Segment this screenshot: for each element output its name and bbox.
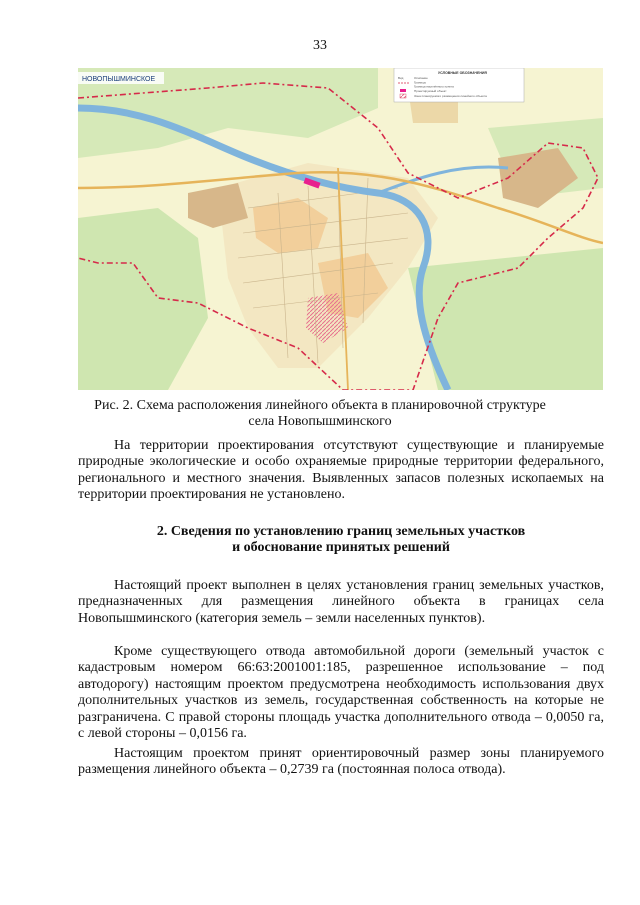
map-legend	[394, 68, 524, 102]
legend-row: Граница населённого пункта	[414, 84, 454, 89]
heading-line: 2. Сведения по установлению границ земельных участков	[156, 524, 526, 539]
map-drawing	[78, 68, 603, 390]
legend-row: Проектируемый объект	[414, 89, 447, 93]
paragraph-project-purpose: Настоящий проект выполнен в целях установления границ земельных участков, предназначенных для размещения линейного объекта в границах села Новопышминского (категория земель – земли населенных пунктов).	[78, 578, 604, 626]
paragraph-natural-territories: На территории проектирования отсутствуют существующие и планируемые природные экологические и особо охраняемые природные территории федерального, регионального и местного значения. Выявленных запасов полезных ископаемых на территории проектирования не установлено.	[78, 438, 604, 503]
legend-col-2: Описание	[414, 76, 428, 80]
heading-line: и обоснование принятых решений	[232, 540, 450, 556]
legend-row: Границы	[414, 80, 426, 85]
settlement-map	[78, 68, 603, 390]
paragraph-zone-size: Настоящим проектом принят ориентировочный размер зоны планируемого размещения линейного объекта – 0,2739 га (постоянная полоса отвода).	[78, 746, 604, 778]
section-heading	[78, 524, 604, 557]
legend-title: УСЛОВНЫЕ ОБОЗНАЧЕНИЯ	[438, 71, 487, 75]
legend-row: Зона планируемого размещения линейного объекта	[414, 94, 487, 98]
figure-caption	[60, 398, 580, 430]
page-number: 33	[313, 38, 327, 53]
place-label: НОВОПЫШМИНСКОЕ	[82, 76, 156, 83]
caption-line: Рис. 2. Схема расположения линейного объекта в планировочной структуре	[94, 398, 546, 413]
legend-col-1: Вид	[398, 76, 404, 80]
paragraph-land-plots: Кроме существующего отвода автомобильной дороги (земельный участок с кадастровым номером 66:63:2001001:185, разрешенное использование – под автодорогу) настоящим проектом предусмотрена необходимость использования двух дополнительных участков из земель, государственная собственность на которые не разграничена. С правой стороны площадь участка дополнительного отвода – 0,0050 га, с левой стороны – 0,0156 га.	[78, 644, 604, 742]
caption-line: села Новопышминского	[248, 414, 392, 429]
